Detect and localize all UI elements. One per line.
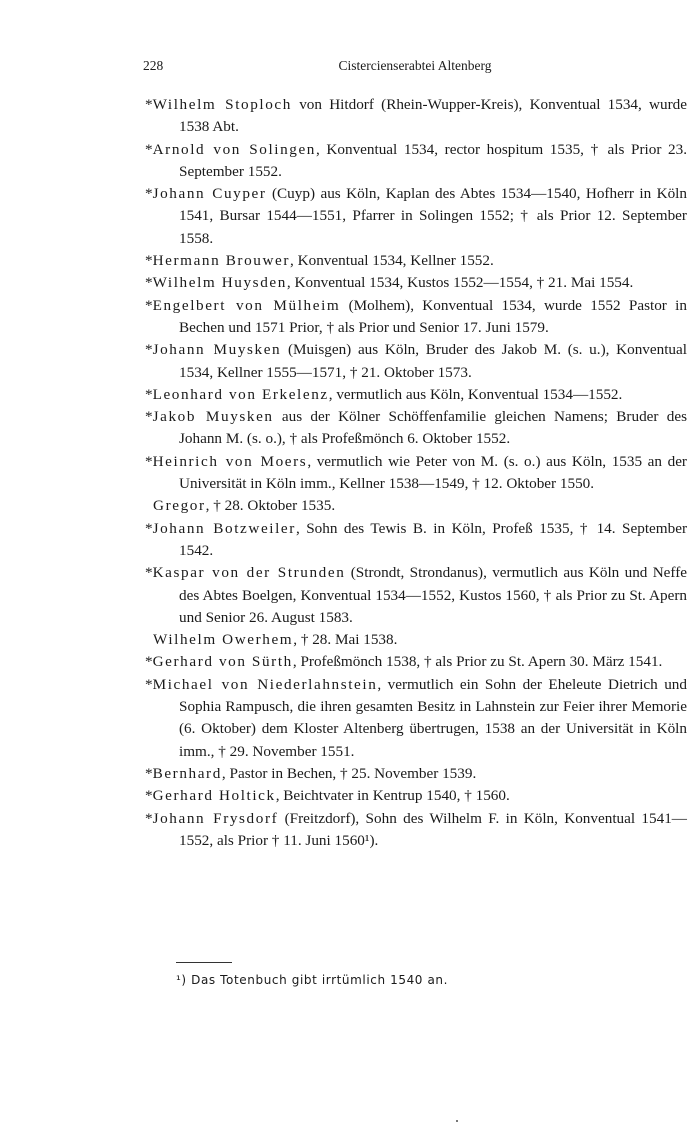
list-item bbox=[153, 629, 687, 651]
entry-text: von Hitdorf (Rhein-Wupper-Kreis), Konventual 1534, wurde 1538 Abt. bbox=[179, 96, 687, 136]
entry-marker: * bbox=[145, 809, 153, 827]
entry-marker: * bbox=[145, 96, 153, 113]
entry-name: Johann Frysdorf bbox=[152, 809, 279, 827]
entry-text: (Strondt, Strondanus), vermutlich aus Köln und Neffe des Abtes Boelgen, Konventual 1534—1552, Kustos 1560, † als Prior zu St. Apern und Senior 26. August 1583. bbox=[179, 564, 688, 626]
entry-text: , Beichtvater in Kentrup 1540, † 1560. bbox=[275, 787, 510, 805]
entry-name: Michael von Niederlahnstein bbox=[152, 675, 378, 693]
list-item bbox=[145, 562, 687, 629]
entry-name: Hermann Brouwer bbox=[152, 252, 291, 270]
entry-name: Bernhard bbox=[152, 764, 222, 782]
entry-text: , Konventual 1534, Kellner 1552. bbox=[290, 252, 494, 270]
entry-marker: * bbox=[145, 452, 153, 470]
entry-text: , † 28. Mai 1538. bbox=[293, 631, 398, 649]
list-item bbox=[145, 139, 687, 184]
entry-name: Engelbert von Mülheim bbox=[152, 296, 341, 314]
entry-marker: * bbox=[145, 385, 153, 403]
entry-marker: * bbox=[145, 564, 153, 582]
entry-text: (Molhem), Konventual 1534, wurde 1552 Pastor in Bechen und 1571 Prior, † als Prior und Senior 17. Juni 1579. bbox=[179, 296, 687, 336]
list-item bbox=[145, 339, 687, 384]
list-item bbox=[145, 406, 687, 451]
entry-text: , Pastor in Bechen, † 25. November 1539. bbox=[221, 764, 477, 782]
list-item bbox=[145, 651, 687, 673]
entry-text: , Sohn des Tewis B. in Köln, Profeß 1535, † 14. September 1542. bbox=[179, 519, 688, 559]
entry-marker: * bbox=[145, 764, 153, 782]
page-number: 228 bbox=[143, 58, 164, 73]
entry-text: (Muisgen) aus Köln, Bruder des Jakob M. (s. u.), Konventual 1534, Kellner 1555—1571, † 21. Oktober 1573. bbox=[179, 341, 687, 381]
entry-text: , † 28. Oktober 1535. bbox=[205, 497, 336, 515]
entry-marker: * bbox=[145, 252, 153, 270]
list-item bbox=[145, 785, 687, 807]
entry-marker: * bbox=[145, 675, 153, 693]
footnote: ¹) Das Totenbuch gibt irrtümlich 1540 an. bbox=[176, 973, 449, 987]
entry-marker: * bbox=[145, 653, 153, 671]
list-item bbox=[145, 272, 687, 294]
list-item bbox=[153, 495, 687, 517]
entry-marker: * bbox=[145, 296, 153, 314]
entry-name: Arnold von Solingen bbox=[152, 140, 317, 158]
entry-name: Wilhelm Huysden bbox=[152, 274, 287, 292]
list-item bbox=[145, 94, 687, 139]
entry-list bbox=[145, 94, 687, 852]
entry-text: aus der Kölner Schöffenfamilie gleichen Namens; Bruder des Johann M. (s. o.), † als Profeßmönch 6. Oktober 1552. bbox=[179, 408, 687, 448]
entry-name: Leonhard von Erkelenz bbox=[152, 385, 329, 403]
entry-name: Kaspar von der Strunden bbox=[152, 564, 346, 582]
entry-text: , vermutlich wie Peter von M. (s. o.) aus Köln, 1535 an der Universität in Köln imm., Kellner 1538—1549, † 12. Oktober 1550. bbox=[179, 452, 687, 493]
entry-name: Jakob Muysken bbox=[152, 408, 274, 426]
list-item bbox=[145, 384, 687, 406]
entry-name: Wilhelm Stoploch bbox=[152, 96, 292, 113]
entry-text: , Konventual 1534, rector hospitum 1535, † als Prior 23. September 1552. bbox=[179, 140, 687, 180]
entry-name: Wilhelm Owerhem bbox=[153, 631, 294, 649]
list-item bbox=[145, 518, 687, 563]
entry-text: , Konventual 1534, Kustos 1552—1554, † 21. Mai 1554. bbox=[286, 274, 634, 292]
entry-marker: * bbox=[145, 408, 153, 426]
entry-marker: * bbox=[145, 341, 153, 359]
entry-name: Johann Botzweiler bbox=[152, 519, 296, 537]
list-item bbox=[145, 250, 687, 272]
print-speck bbox=[456, 1120, 458, 1122]
entry-text: , Profeßmönch 1538, † als Prior zu St. Apern 30. März 1541. bbox=[292, 653, 663, 671]
list-item bbox=[145, 451, 687, 496]
entry-marker: * bbox=[145, 140, 153, 158]
entry-text: (Freitzdorf), Sohn des Wilhelm F. in Köln, Konventual 1541—1552, als Prior † 11. Juni 1560¹). bbox=[179, 809, 687, 849]
footnote-divider bbox=[176, 962, 232, 963]
entry-name: Johann Muysken bbox=[152, 341, 282, 359]
entry-marker: * bbox=[145, 185, 153, 203]
list-item bbox=[145, 295, 687, 340]
entry-name: Gerhard von Sürth bbox=[152, 653, 293, 671]
running-title: Cistercienserabtei Altenberg bbox=[338, 58, 492, 73]
list-item bbox=[145, 183, 687, 250]
entry-text: (Cuyp) aus Köln, Kaplan des Abtes 1534—1540, Hofherr in Köln 1541, Bursar 1544—1551, Pfarrer in Solingen 1552; † als Prior 12. September 1558. bbox=[179, 185, 687, 247]
entry-name: Gregor bbox=[153, 497, 206, 515]
list-item bbox=[145, 674, 687, 763]
entry-name: Heinrich von Moers bbox=[152, 452, 308, 470]
entry-text: , vermutlich ein Sohn der Eheleute Dietrich und Sophia Rampusch, die ihren gesamten Besitz in Lahnstein zur Feier ihrer Memorie (6. Oktober) dem Kloster Altenberg übertrugen, 1538 an der Universität in Köln imm., † 29. November 1551. bbox=[179, 675, 687, 760]
list-item bbox=[145, 808, 687, 853]
entry-marker: * bbox=[145, 274, 153, 292]
entry-text: , vermutlich aus Köln, Konventual 1534—1552. bbox=[328, 385, 623, 403]
entry-marker: * bbox=[145, 519, 153, 537]
entry-marker: * bbox=[145, 787, 153, 805]
entry-name: Gerhard Holtick bbox=[152, 787, 276, 805]
entry-name: Johann Cuyper bbox=[152, 185, 267, 203]
running-header bbox=[143, 58, 687, 78]
list-item bbox=[145, 763, 687, 785]
